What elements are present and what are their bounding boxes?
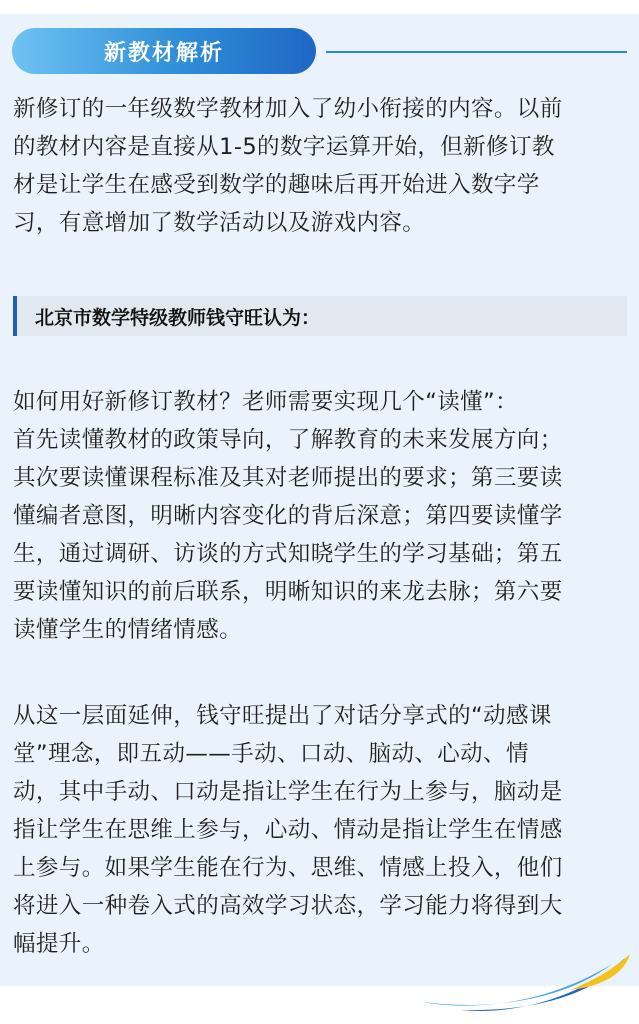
body-paragraph-1 [13,383,625,649]
paragraph-line: 的教材内容是直接从1-5的数字运算开始，但新修订教 [13,134,555,160]
paragraph-line: 要读懂知识的前后联系，明晰知识的来龙去脉；第六要 [13,579,563,605]
section-title-pill [12,28,316,74]
paragraph-line: 懂编者意图，明晰内容变化的背后深意；第四要读懂学 [13,503,563,529]
paragraph-line: 新修订的一年级数学教材加入了幼小衔接的内容。以前 [13,96,563,122]
paragraph-line: 堂”理念，即五动——手动、口动、脑动、心动、情 [13,741,529,767]
paragraph-line: 材是让学生在感受到数学的趣味后再开始进入数字学 [13,172,540,198]
paragraph-line: 如何用好新修订教材？老师需要实现几个“读懂”： [13,389,519,415]
paragraph-line: 将进入一种卷入式的高效学习状态，学习能力将得到大 [13,893,563,919]
paragraph-line: 幅提升。 [13,931,105,957]
callout-text: 北京市数学特级教师钱守旺认为： [35,306,321,329]
paragraph-line: 首先读懂教材的政策导向，了解教育的未来发展方向； [13,427,563,453]
paragraph-line: 从这一层面延伸，钱守旺提出了对话分享式的“动感课 [13,703,552,729]
paragraph-line: 习，有意增加了数学活动以及游戏内容。 [13,210,426,236]
paragraph-line: 其次要读懂课程标准及其对老师提出的要求；第三要读 [13,465,563,491]
section-header [0,28,639,74]
paragraph-line: 生，通过调研、访谈的方式知晓学生的学习基础；第五 [13,541,563,567]
quote-callout [13,296,627,336]
section-title: 新教材解析 [103,40,224,66]
body-paragraph-2 [13,697,625,963]
paragraph-line: 上参与。如果学生能在行为、思维、情感上投入，他们 [13,855,563,881]
paragraph-line: 动，其中手动、口动是指让学生在行为上参与，脑动是 [13,779,563,805]
intro-paragraph [13,90,625,242]
header-divider-line [326,51,627,53]
decorative-swoosh [420,950,639,1024]
top-white-strip [0,0,639,14]
paragraph-line: 读懂学生的情绪情感。 [13,617,243,643]
paragraph-line: 指让学生在思维上参与，心动、情动是指让学生在情感 [13,817,563,843]
